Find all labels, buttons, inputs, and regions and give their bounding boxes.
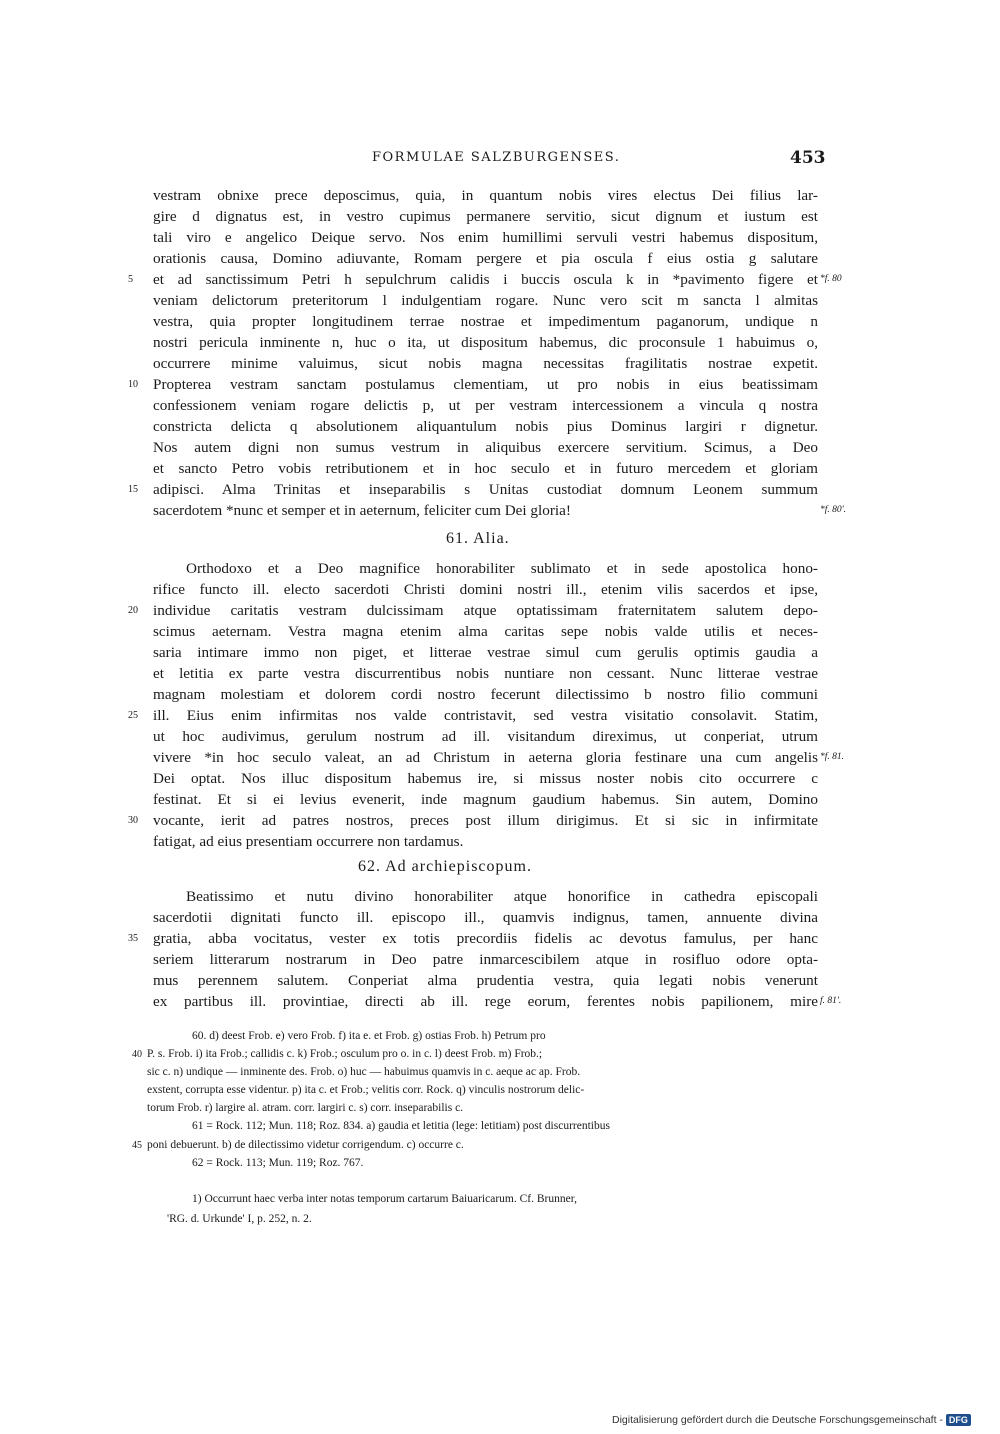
running-title: FORMULAE SALZBURGENSES. bbox=[372, 150, 621, 165]
text-line: sacerdotem *nunc et semper et in aeternum, feliciter cum Dei gloria! bbox=[153, 502, 571, 519]
line-number: 45 bbox=[132, 1140, 142, 1151]
margin-note: f. 81'. bbox=[820, 996, 842, 1006]
text-line: gire d dignatus est, in vestro cupimus permanere servitio, sicut dignum et iustum est bbox=[153, 208, 818, 225]
text-line: et ad sanctissimum Petri h sepulchrum calidis i buccis oscula k in *pavimento figere et bbox=[153, 271, 818, 288]
text-line: nostri pericula inminente n, huc o ita, ut dispositum habemus, dic proconsule 1 habuimus o, bbox=[153, 334, 818, 351]
footnote-line: 1) Occurrunt haec verba inter notas temporum cartarum Baiuaricarum. Cf. Brunner, bbox=[192, 1193, 577, 1205]
line-number: 5 bbox=[128, 274, 133, 285]
section-heading-61: 61. Alia. bbox=[446, 530, 510, 547]
margin-note: *f. 81. bbox=[820, 752, 845, 762]
text-line: veniam delictorum preteritorum l indulgentiam rogare. Nunc vero scit m sancta l almitas bbox=[153, 292, 818, 309]
text-line: Nos autem digni non sumus vestrum in aliquibus exercere servitium. Scimus, a Deo bbox=[153, 439, 818, 456]
text-line: vestra, quia propter longitudinem terrae nostrae et impedimentum paganorum, undique n bbox=[153, 313, 818, 330]
text-line: ut hoc audivimus, gerulum nostrum ad ill. visitandum direximus, ut conperiat, utrum bbox=[153, 728, 818, 745]
footnote-line: 'RG. d. Urkunde' I, p. 252, n. 2. bbox=[167, 1213, 312, 1225]
line-number: 35 bbox=[128, 933, 138, 944]
margin-note: *f. 80 bbox=[820, 274, 842, 284]
text-line: et sancto Petro vobis retributionem et in hoc seculo et in futuro mercedem et gloriam bbox=[153, 460, 818, 477]
digitization-footer bbox=[612, 1414, 971, 1426]
apparatus-line: P. s. Frob. i) ita Frob.; callidis c. k) Frob.; osculum pro o. in c. l) deest Frob. m) Frob.; bbox=[147, 1048, 543, 1060]
line-number: 10 bbox=[128, 379, 138, 390]
footer-text: Digitalisierung gefördert durch die Deutsche Forschungsgemeinschaft - bbox=[612, 1414, 943, 1426]
text-line: orationis causa, Domino adiuvante, Romam pergere et pia oscula f eius ostia g salutare bbox=[153, 250, 818, 267]
text-line: vestram obnixe prece deposcimus, quia, in quantum nobis vires electus Dei filius lar- bbox=[153, 187, 818, 204]
apparatus-line: poni debuerunt. b) de dilectissimo videtur corrigendum. c) occurre c. bbox=[147, 1139, 464, 1151]
text-line: magnam molestiam et dolorem cordi nostro fecerunt dilectissimo b nostro filio communi bbox=[153, 686, 818, 703]
margin-note: *f. 80'. bbox=[820, 505, 847, 515]
text-line: tali viro e angelico Deique servo. Nos enim humillimi servuli vestri habemus dispositum, bbox=[153, 229, 818, 246]
line-number: 25 bbox=[128, 710, 138, 721]
text-line: scimus aeternam. Vestra magna etenim alma caritas sepe nobis valde utilis et neces- bbox=[153, 623, 818, 640]
text-line: constricta delicta q absolutionem aliquantulum nobis pius Dominus largiri r dignetur. bbox=[153, 418, 818, 435]
apparatus-line: exstent, corrupta esse videntur. p) ita c. et Frob.; velitis corr. Rock. q) vinculis nostrorum delic- bbox=[147, 1084, 585, 1096]
text-line: fatigat, ad eius presentiam occurrere non tardamus. bbox=[153, 833, 464, 850]
apparatus-line: 60. d) deest Frob. e) vero Frob. f) ita e. et Frob. g) ostias Frob. h) Petrum pro bbox=[192, 1030, 546, 1042]
text-line: individue caritatis vestram dulcissimam atque optatissimam fraternitatem salutem depo- bbox=[153, 602, 818, 619]
line-number: 40 bbox=[132, 1049, 142, 1060]
text-line: gratia, abba vocitatus, vester ex totis precordiis fidelis ac devotus famulus, per hanc bbox=[153, 930, 818, 947]
line-number: 15 bbox=[128, 484, 138, 495]
apparatus-line: sic c. n) undique — inminente des. Frob. o) huc — habuimus quamvis in c. aeque ac ap. Frob. bbox=[147, 1066, 581, 1078]
dfg-logo: DFG bbox=[946, 1414, 971, 1426]
line-number: 30 bbox=[128, 815, 138, 826]
line-number: 20 bbox=[128, 605, 138, 616]
text-line: festinat. Et si ei levius evenerit, inde magnum gaudium habemus. Sin autem, Domino bbox=[153, 791, 818, 808]
apparatus-line: 62 = Rock. 113; Mun. 119; Roz. 767. bbox=[192, 1157, 364, 1169]
text-line: Beatissimo et nutu divino honorabiliter atque honorifice in cathedra episcopali bbox=[186, 888, 818, 905]
text-line: mus perennem salutem. Conperiat alma prudentia vestra, quia legati nobis venerunt bbox=[153, 972, 818, 989]
text-line: saria intimare immo non piget, et litterae vestrae simul cum gerulis optimis gaudia a bbox=[153, 644, 818, 661]
apparatus-line: torum Frob. r) largire al. atram. corr. largiri c. s) corr. inseparabilis c. bbox=[147, 1102, 464, 1114]
text-line: Orthodoxo et a Deo magnifice honorabiliter sublimato et in sede apostolica hono- bbox=[186, 560, 818, 577]
text-line: ex partibus ill. provintiae, directi ab ill. rege eorum, ferentes nobis papilionem, mire bbox=[153, 993, 818, 1010]
text-line: et letitia ex parte vestra discurrentibus nobis nuntiare non cessant. Nunc litterae vestrae bbox=[153, 665, 818, 682]
text-line: vivere *in hoc seculo valeat, an ad Christum in aeterna gloria festinare una cum angelis bbox=[153, 749, 818, 766]
text-line: seriem litterarum nostrarum in Deo patre inmarcescibilem atque in rosifluo odore opta- bbox=[153, 951, 818, 968]
text-line: vocante, ierit ad patres nostros, preces post illum dirigimus. Et si sic in infirmitate bbox=[153, 812, 818, 829]
text-line: Dei optat. Nos illuc dispositum habemus ire, si missus noster nobis cito occurrere c bbox=[153, 770, 818, 787]
text-line: occurrere minime valuimus, sicut nobis magna necessitas fragilitatis nostrae expetit. bbox=[153, 355, 818, 372]
page-number: 453 bbox=[790, 148, 826, 168]
text-line: confessionem veniam rogare delictis p, ut per vestram intercessionem a vincula q nostra bbox=[153, 397, 818, 414]
apparatus-line: 61 = Rock. 112; Mun. 118; Roz. 834. a) gaudia et letitia (lege: letitiam) post discurrentibus bbox=[192, 1120, 610, 1132]
text-line: sacerdotii dignitati functo ill. episcopo ill., quamvis indignus, tamen, annuente divina bbox=[153, 909, 818, 926]
text-line: adipisci. Alma Trinitas et inseparabilis s Unitas custodiat domnum Leonem summum bbox=[153, 481, 818, 498]
text-line: ill. Eius enim infirmitas nos valde contristavit, sed vestra visitatio consolavit. Statim, bbox=[153, 707, 818, 724]
text-line: Propterea vestram sanctam postulamus clementiam, ut pro nobis in eius beatissimam bbox=[153, 376, 818, 393]
text-line: rifice functo ill. electo sacerdoti Christi domini nostri ill., etenim vilis sacerdos et ipse, bbox=[153, 581, 818, 598]
section-heading-62: 62. Ad archiepiscopum. bbox=[358, 858, 532, 875]
